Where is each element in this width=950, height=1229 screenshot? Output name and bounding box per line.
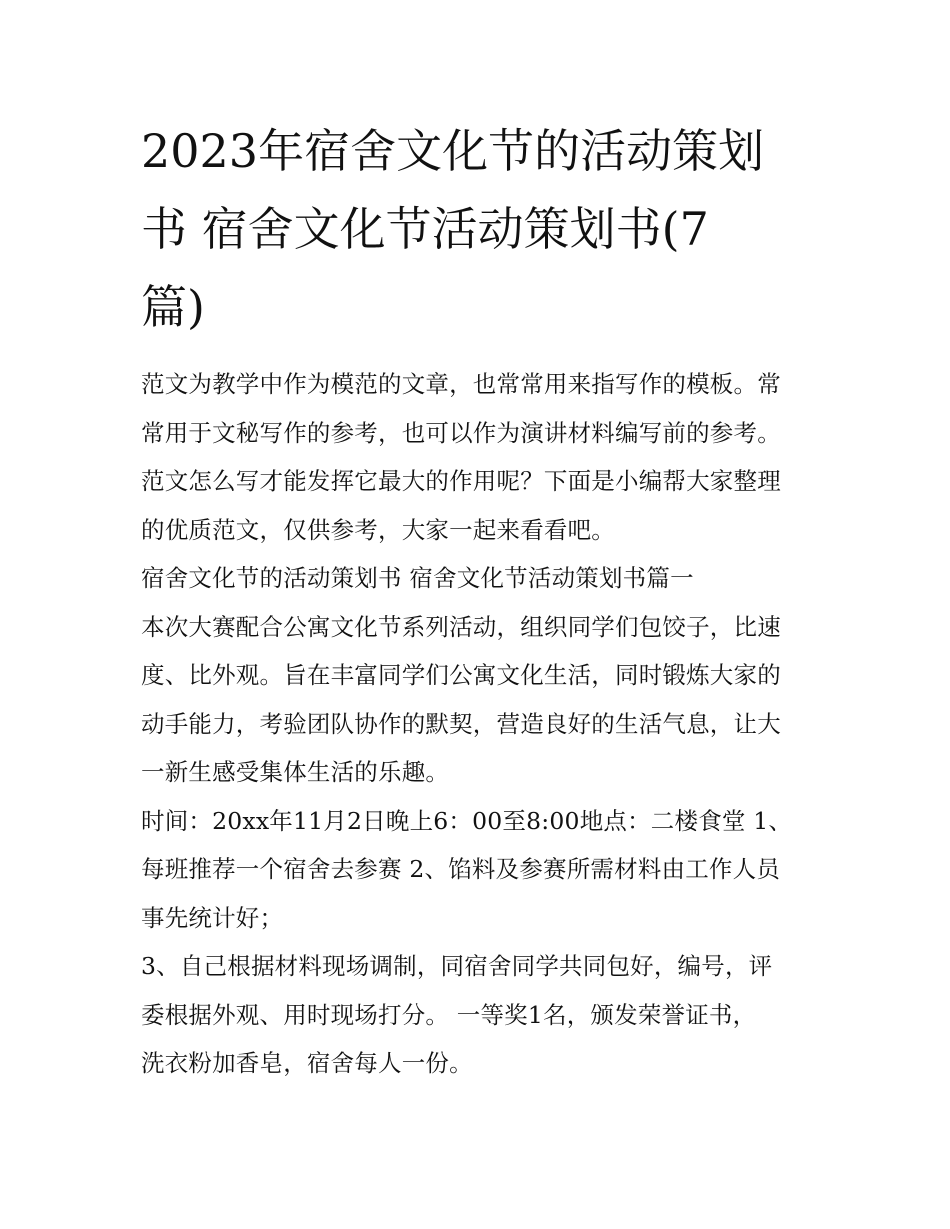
document-content [141,112,813,1088]
paragraph-line: 洗衣粉加香皂，宿舍每人一份。 [141,1049,473,1077]
body-paragraph-2 [141,797,813,943]
paragraph-line: 本次大赛配合公寓文化节系列活动，组织同学们包饺子，比速 [141,612,781,641]
paragraph-line: 动手能力，考验团队协作的默契，营造良好的生活气息，让大 [141,709,781,738]
paragraph-line: 范文怎么写才能发挥它最大的作用呢？下面是小编帮大家整理 [141,467,781,495]
paragraph-line: 的优质范文，仅供参考，大家一起来看看吧。 [141,515,615,544]
paragraph-line: 常用于文秘写作的参考，也可以作为演讲材料编写前的参考。 [141,418,781,447]
paragraph-line: 3、自己根据材料现场调制，同宿舍同学共同包好，编号，评 [141,952,773,980]
paragraph-line: 一新生感受集体生活的乐趣。 [141,758,450,786]
section-heading [141,554,813,603]
paragraph-line: 时间：20xx年11月2日晚上6：00至8:00地点：二楼食堂 1、 [141,806,793,835]
paragraph-line: 委根据外观、用时现场打分。 一等奖1名，颁发荣誉证书， [141,1000,757,1029]
title-line: 2023年宿舍文化节的活动策划 [141,124,765,178]
section-heading-text: 宿舍文化节的活动策划书 宿舍文化节活动策划书篇一 [141,564,694,592]
paragraph-line: 事先统计好； [141,903,284,932]
body-paragraph-1 [141,603,813,797]
title-line: 篇) [141,280,205,334]
intro-paragraph [141,360,813,554]
paragraph-line: 范文为教学中作为模范的文章，也常常用来指写作的模板。常 [141,370,781,398]
paragraph-line: 每班推荐一个宿舍去参赛 2、馅料及参赛所需材料由工作人员 [141,855,781,883]
paragraph-line: 度、比外观。旨在丰富同学们公寓文化生活，同时锻炼大家的 [141,661,781,689]
document-title [141,112,813,346]
body-paragraph-3 [141,942,813,1088]
title-line: 书 宿舍文化节活动策划书(7 [141,202,709,256]
